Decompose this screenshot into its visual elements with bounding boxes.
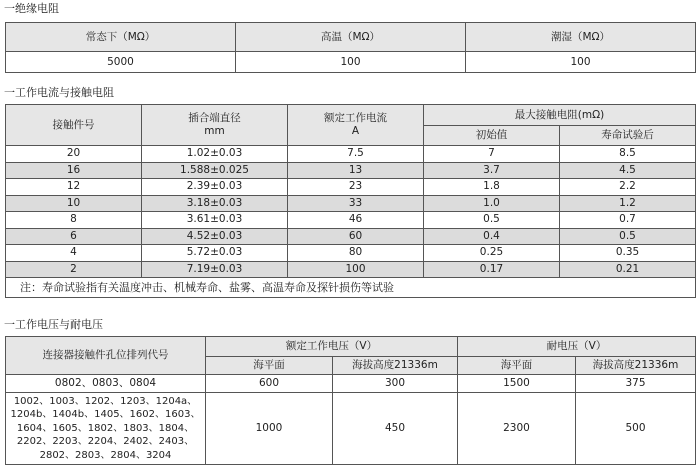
initial-resistance: 1.0 (424, 195, 560, 212)
insulation-title: 一绝缘电阻 (4, 2, 59, 15)
current-title: 一工作电流与接触电阻 (4, 86, 114, 99)
contact-no: 2 (6, 261, 142, 278)
diameter-label: 插合端直径 (188, 112, 241, 124)
after-life-resistance: 4.5 (560, 162, 696, 179)
after-life-resistance: 8.5 (560, 146, 696, 163)
table-row (6, 162, 696, 179)
diameter: 4.52±0.03 (142, 228, 288, 245)
rated-sea-level-header: 海平面 (206, 357, 333, 375)
after-life-resistance: 2.2 (560, 179, 696, 196)
initial-resistance: 0.5 (424, 212, 560, 229)
rated-current: 33 (288, 195, 424, 212)
rated-current: 23 (288, 179, 424, 196)
normal-header: 常态下（MΩ） (6, 23, 236, 52)
code-header: 连接器接触件孔位排列代号 (6, 337, 206, 375)
contact-no-header: 接触件号 (6, 105, 142, 146)
withstand-voltage-header: 耐电压（V） (458, 337, 696, 357)
table-row (6, 179, 696, 196)
diameter: 5.72±0.03 (142, 245, 288, 262)
contact-no: 4 (6, 245, 142, 262)
rated-current-label: 额定工作电流 (324, 112, 387, 124)
rated-altitude: 450 (333, 393, 458, 465)
table-row (6, 228, 696, 245)
contact-no: 10 (6, 195, 142, 212)
humid-value: 100 (466, 52, 696, 73)
table-row (6, 195, 696, 212)
after-life-resistance: 0.21 (560, 261, 696, 278)
rated-current: 7.5 (288, 146, 424, 163)
after-life-header: 寿命试验后 (560, 126, 696, 146)
initial-resistance: 1.8 (424, 179, 560, 196)
rated-current: 46 (288, 212, 424, 229)
rated-current: 13 (288, 162, 424, 179)
diameter: 3.18±0.03 (142, 195, 288, 212)
rated-current-unit: A (351, 125, 360, 137)
initial-resistance: 0.25 (424, 245, 560, 262)
rated-sea-level: 1000 (206, 393, 333, 465)
after-life-resistance: 0.7 (560, 212, 696, 229)
max-resistance-header: 最大接触电阻(mΩ) (424, 105, 696, 126)
initial-header: 初始值 (424, 126, 560, 146)
table-row (6, 393, 696, 465)
diameter: 1.02±0.03 (142, 146, 288, 163)
after-life-resistance: 0.5 (560, 228, 696, 245)
diameter: 1.588±0.025 (142, 162, 288, 179)
after-life-resistance: 0.35 (560, 245, 696, 262)
current-table (5, 104, 696, 298)
diameter: 7.19±0.03 (142, 261, 288, 278)
voltage-table (5, 336, 696, 465)
initial-resistance: 0.4 (424, 228, 560, 245)
table-row (6, 375, 696, 393)
initial-resistance: 0.17 (424, 261, 560, 278)
withstand-altitude: 375 (576, 375, 696, 393)
rated-voltage-header: 额定工作电压（V） (206, 337, 458, 357)
rated-current: 80 (288, 245, 424, 262)
insulation-table (5, 22, 696, 73)
contact-no: 12 (6, 179, 142, 196)
voltage-title: 一工作电压与耐电压 (4, 318, 103, 331)
initial-resistance: 3.7 (424, 162, 560, 179)
after-life-resistance: 1.2 (560, 195, 696, 212)
table-row (6, 146, 696, 163)
contact-no: 16 (6, 162, 142, 179)
diameter: 2.39±0.03 (142, 179, 288, 196)
normal-value: 5000 (6, 52, 236, 73)
position-codes: 1002、1003、1202、1203、1204a、1204b、1404b、1405、1602、1603、1604、1605、1802、1803、1804、2202、2203、2204、2402、2403、2802、2803、2804、3204 (6, 393, 206, 465)
withstand-sea-level: 2300 (458, 393, 576, 465)
contact-no: 6 (6, 228, 142, 245)
withstand-sea-level-header: 海平面 (458, 357, 576, 375)
withstand-altitude-header: 海拔高度21336m (576, 357, 696, 375)
rated-altitude-header: 海拔高度21336m (333, 357, 458, 375)
table-row (6, 245, 696, 262)
diameter: 3.61±0.03 (142, 212, 288, 229)
position-codes: 0802、0803、0804 (6, 375, 206, 393)
initial-resistance: 7 (424, 146, 560, 163)
rated-current: 100 (288, 261, 424, 278)
table-row (6, 212, 696, 229)
high-temp-value: 100 (236, 52, 466, 73)
rated-sea-level: 600 (206, 375, 333, 393)
rated-current: 60 (288, 228, 424, 245)
diameter-unit: mm (204, 125, 225, 137)
contact-no: 8 (6, 212, 142, 229)
contact-no: 20 (6, 146, 142, 163)
rated-current-header (288, 105, 424, 146)
table-row (6, 261, 696, 278)
withstand-altitude: 500 (576, 393, 696, 465)
rated-altitude: 300 (333, 375, 458, 393)
humid-header: 潮湿（MΩ） (466, 23, 696, 52)
table-note: 注：寿命试验指有关温度冲击、机械寿命、盐雾、高温寿命及探针损伤等试验 (6, 278, 696, 298)
high-temp-header: 高温（MΩ） (236, 23, 466, 52)
withstand-sea-level: 1500 (458, 375, 576, 393)
diameter-header (142, 105, 288, 146)
